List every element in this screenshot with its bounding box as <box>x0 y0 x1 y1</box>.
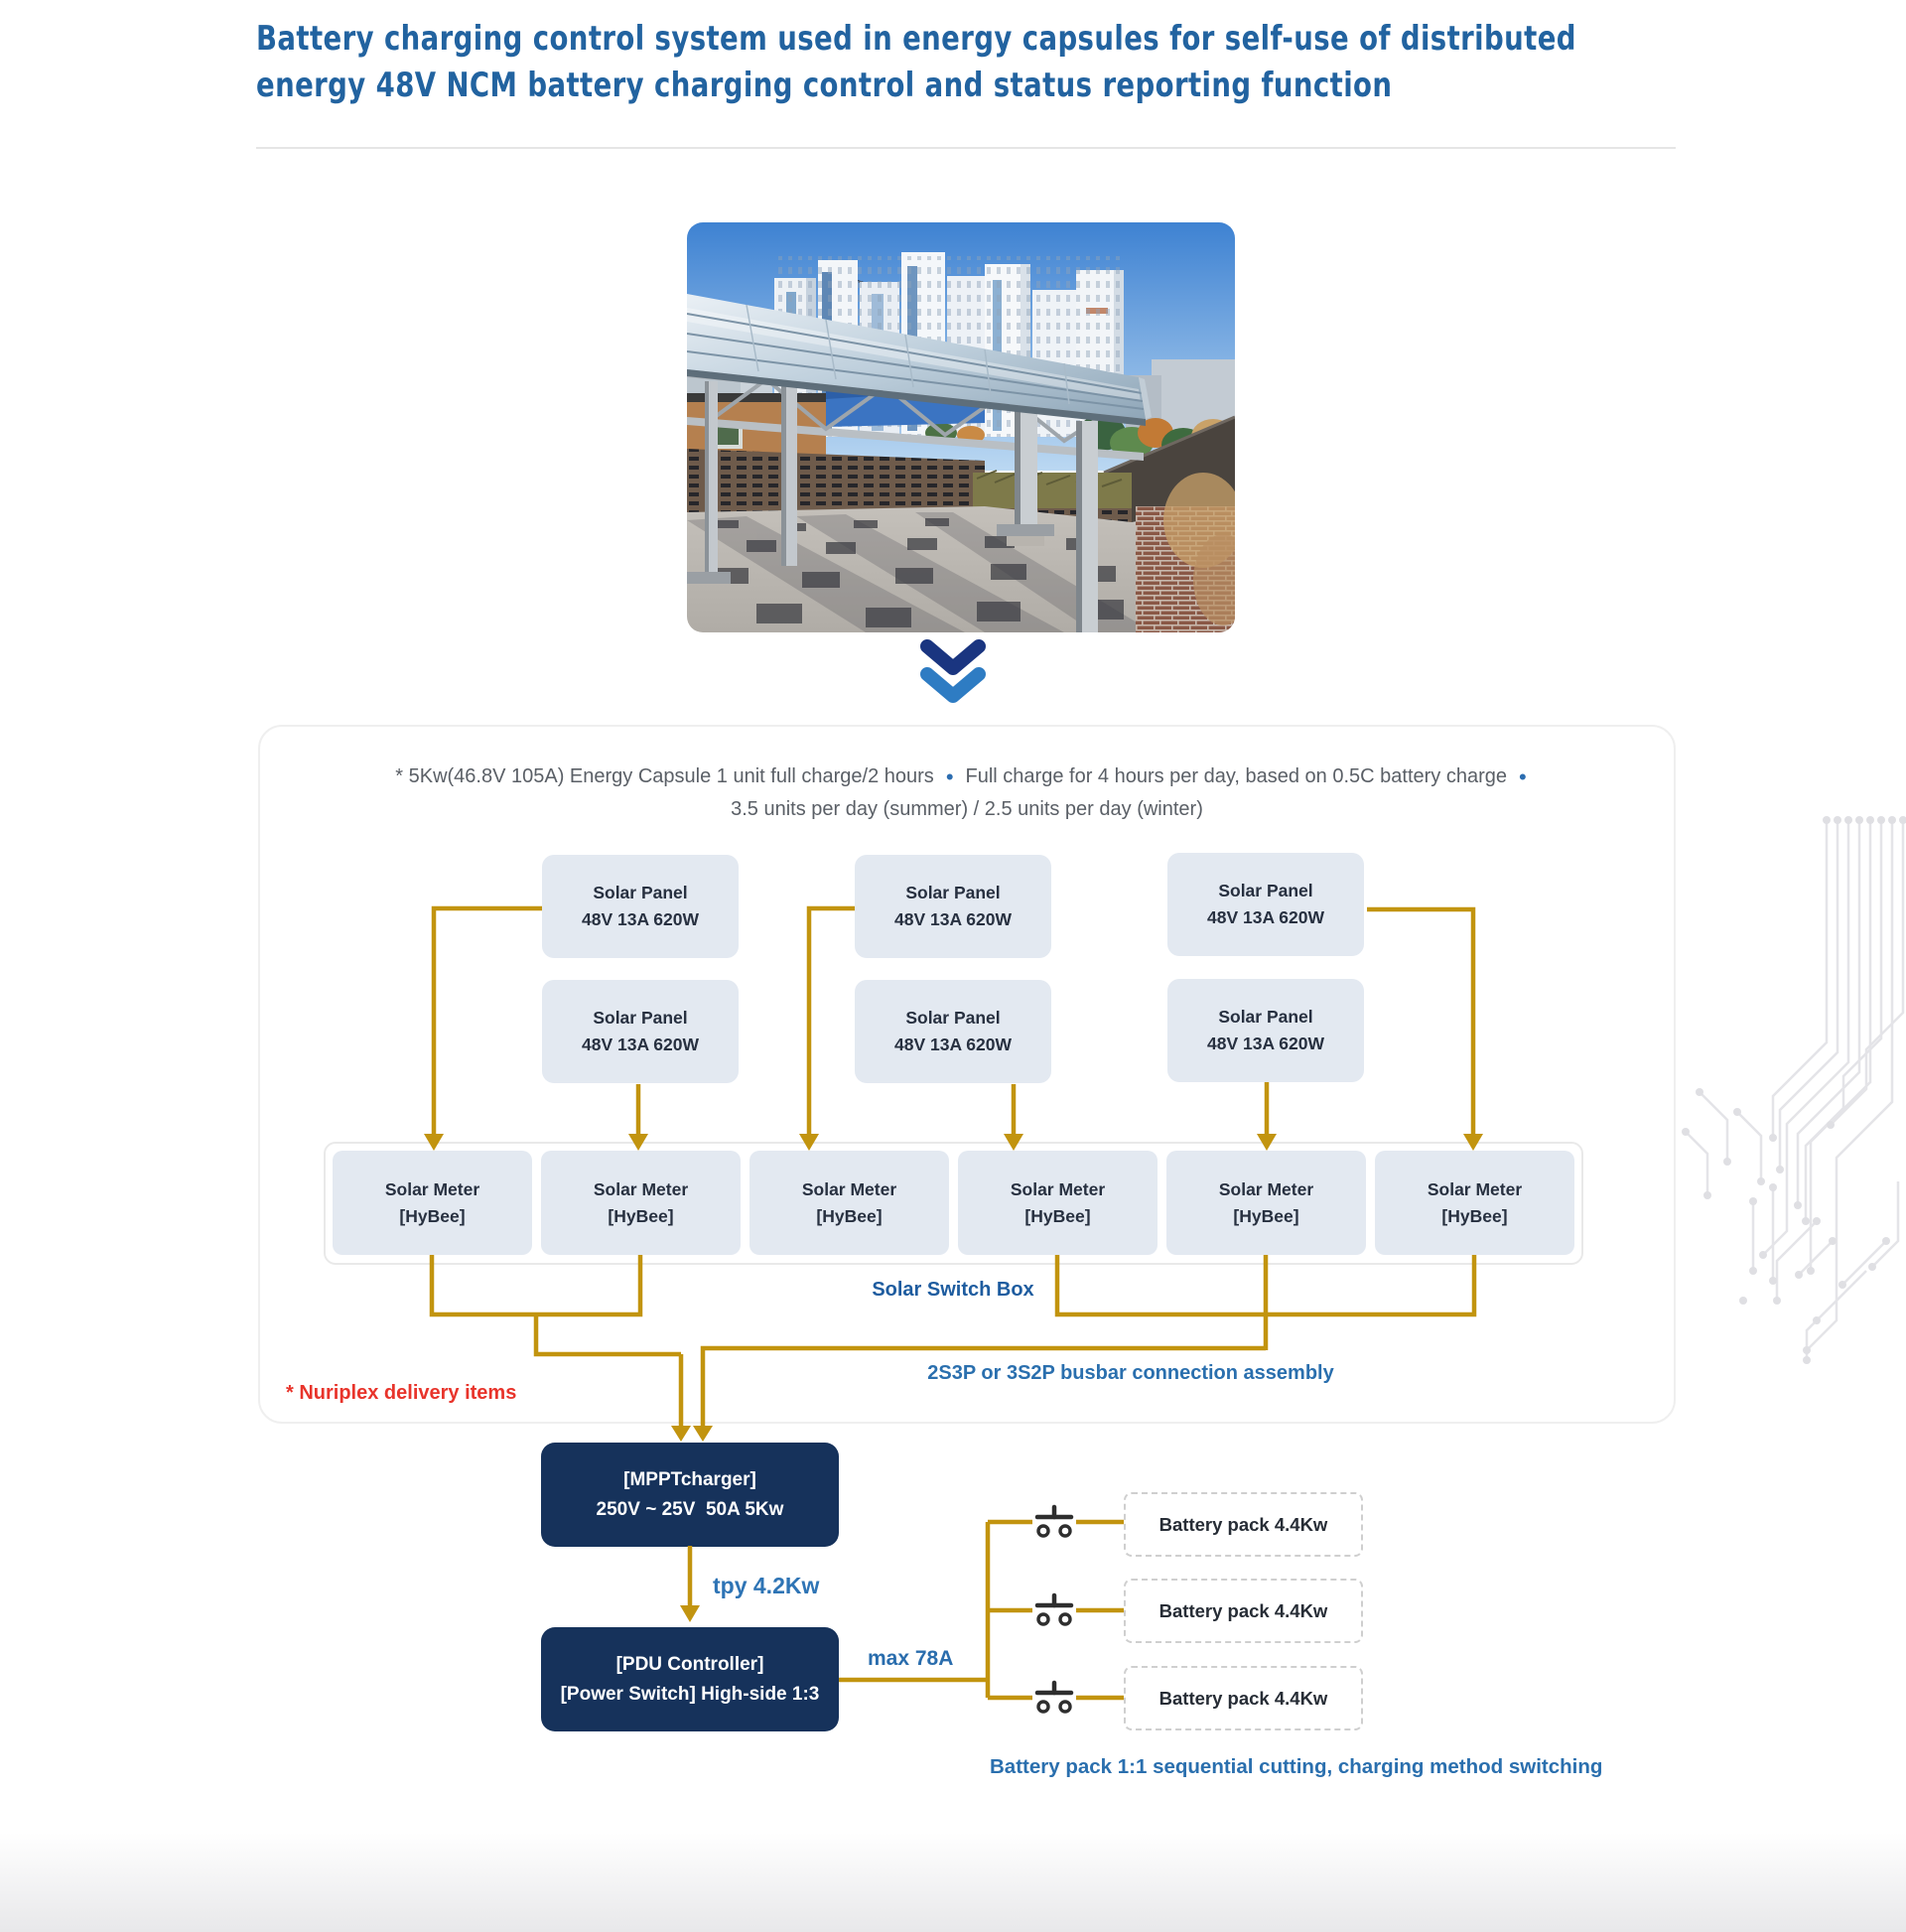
solar-panel-title: Solar Panel <box>593 883 688 902</box>
rooftop-solar-photo <box>687 222 1235 632</box>
switch-icon <box>1037 1595 1071 1624</box>
title-divider <box>256 147 1676 149</box>
solar-meter-model: [HyBee] <box>608 1205 674 1226</box>
solar-panel-spec: 48V 13A 620W <box>581 909 700 929</box>
note-segment-2: Full charge for 4 hours per day, based on 0.5C battery charge <box>965 765 1508 787</box>
solar-meter-box <box>1375 1151 1574 1255</box>
solar-panel-spec: 48V 13A 620W <box>1206 1034 1325 1053</box>
solar-panel-title: Solar Panel <box>905 883 1001 902</box>
capacity-note <box>328 760 1606 826</box>
solar-panel-title: Solar Panel <box>1218 1007 1313 1027</box>
bullet-separator: • <box>945 764 954 789</box>
delivery-note: * Nuriplex delivery items <box>286 1382 517 1404</box>
solar-meter-title: Solar Meter <box>593 1178 689 1199</box>
solar-panel-box <box>542 855 739 958</box>
solar-panel-spec: 48V 13A 620W <box>893 909 1013 929</box>
battery-pack-box <box>1124 1492 1363 1557</box>
title-line-2: energy 48V NCM battery charging control and status reporting function <box>256 66 1393 105</box>
note-line-1 <box>328 760 1606 793</box>
note-segment-3: 3.5 units per day (summer) / 2.5 units per day (winter) <box>731 798 1203 820</box>
solar-meter-model: [HyBee] <box>1441 1205 1508 1226</box>
solar-meter-box <box>541 1151 741 1255</box>
battery-pack-label: Battery pack 4.4Kw <box>1158 1513 1328 1535</box>
solar-panel-title: Solar Panel <box>593 1008 688 1028</box>
pdu-controller-box <box>541 1627 839 1731</box>
solar-meter-box <box>958 1151 1157 1255</box>
max-current-label: max 78A <box>868 1647 954 1670</box>
bullet-separator: • <box>1519 764 1527 789</box>
battery-caption: Battery pack 1:1 sequential cutting, charging method switching <box>990 1755 1603 1778</box>
battery-pack-box <box>1124 1579 1363 1643</box>
circuit-decoration <box>1678 804 1906 1459</box>
solar-panel-title: Solar Panel <box>905 1008 1001 1028</box>
page-title <box>256 16 1576 109</box>
note-line-2 <box>328 793 1606 826</box>
solar-meter-title: Solar Meter <box>1427 1178 1523 1199</box>
solar-panel-box <box>855 980 1051 1083</box>
solar-panel-spec: 48V 13A 620W <box>1206 907 1325 927</box>
battery-pack-label: Battery pack 4.4Kw <box>1158 1599 1328 1621</box>
solar-panel-box <box>1167 853 1364 956</box>
photo-illustration <box>687 222 1235 632</box>
solar-panel-spec: 48V 13A 620W <box>893 1035 1013 1054</box>
solar-panel-box <box>542 980 739 1083</box>
solar-panel-spec: 48V 13A 620W <box>581 1035 700 1054</box>
solar-meter-title: Solar Meter <box>1010 1178 1106 1199</box>
solar-meter-title: Solar Meter <box>384 1178 480 1199</box>
busbar-label: 2S3P or 3S2P busbar connection assembly <box>927 1362 1334 1384</box>
solar-panel-box <box>855 855 1051 958</box>
solar-meter-box <box>749 1151 949 1255</box>
pdu-title: [PDU Controller] <box>615 1653 764 1675</box>
mppt-spec: 250V ~ 25V 50A 5Kw <box>596 1498 784 1520</box>
title-line-1: Battery charging control system used in energy capsules for self-use of distributed <box>256 19 1576 59</box>
switch-icon <box>1037 1683 1071 1712</box>
solar-panel-box <box>1167 979 1364 1082</box>
chevron-down-icon <box>915 627 991 711</box>
solar-meter-title: Solar Meter <box>801 1178 897 1199</box>
mppt-charger-box <box>541 1443 839 1547</box>
solar-meter-model: [HyBee] <box>399 1205 466 1226</box>
solar-meter-box <box>333 1151 532 1255</box>
solar-meter-model: [HyBee] <box>1024 1205 1091 1226</box>
note-segment-1: * 5Kw(46.8V 105A) Energy Capsule 1 unit full charge/2 hours <box>395 765 934 787</box>
solar-meter-model: [HyBee] <box>1233 1205 1299 1226</box>
switch-icon <box>1037 1507 1071 1536</box>
pdu-spec: [Power Switch] High-side 1:3 <box>560 1683 820 1705</box>
solar-panel-title: Solar Panel <box>1218 881 1313 900</box>
solar-meter-model: [HyBee] <box>816 1205 883 1226</box>
tpy-label: tpy 4.2Kw <box>713 1573 820 1598</box>
bottom-gradient <box>0 1833 1906 1932</box>
battery-pack-label: Battery pack 4.4Kw <box>1158 1687 1328 1709</box>
solar-meter-title: Solar Meter <box>1218 1178 1314 1199</box>
mppt-title: [MPPTcharger] <box>623 1468 756 1490</box>
solar-meter-box <box>1166 1151 1366 1255</box>
battery-pack-box <box>1124 1666 1363 1730</box>
solar-switch-box-label: Solar Switch Box <box>872 1279 1034 1301</box>
